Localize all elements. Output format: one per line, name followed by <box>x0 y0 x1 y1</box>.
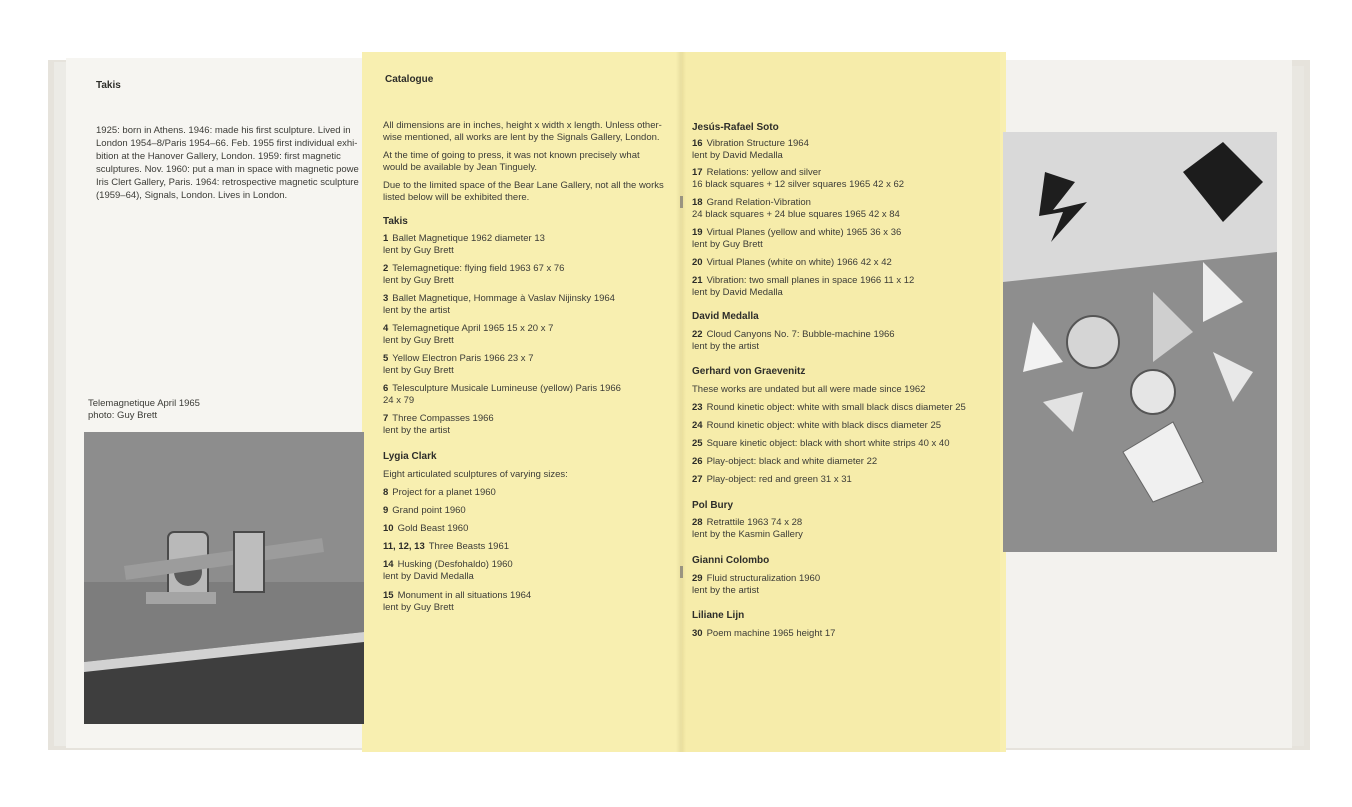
lijn-header: Liliane Lijn <box>692 610 745 621</box>
photo-caption-title: Telemagnetique April 1965 <box>88 398 200 409</box>
catalogue-entry: 15 Monument in all situations 1964 lent by Guy Brett <box>383 590 532 613</box>
catalogue-title: Catalogue <box>385 74 434 85</box>
bio-line-6: (1959–64), Signals, London. Lives in London. <box>96 190 288 201</box>
catalogue-entry: 1 Ballet Magnetique 1962 diameter 13 lent by Guy Brett <box>383 233 545 256</box>
catalogue-entry: 14 Husking (Desfohaldo) 1960 lent by David Medalla <box>383 559 513 582</box>
clark-intro: Eight articulated sculptures of varying sizes: <box>383 469 568 480</box>
catalogue-entry: 3 Ballet Magnetique, Hommage à Vaslav Nijinsky 1964 lent by the artist <box>383 293 615 316</box>
catalogue-entry: 5 Yellow Electron Paris 1966 23 x 7 lent by Guy Brett <box>383 353 534 376</box>
catalogue-entry: 6 Telesculpture Musicale Lumineuse (yellow) Paris 1966 24 x 79 <box>383 383 621 406</box>
clark-header: Lygia Clark <box>383 451 437 462</box>
catalogue-entry: 10 Gold Beast 1960 <box>383 523 469 534</box>
press-line-2: would be available by Jean Tinguely. <box>383 162 538 173</box>
catalogue-entry: 4 Telemagnetique April 1965 15 x 20 x 7 lent by Guy Brett <box>383 323 554 346</box>
catalogue-entry: 16 Vibration Structure 1964 lent by David Medalla <box>692 138 809 161</box>
catalogue-entry: 28 Retrattile 1963 74 x 28 lent by the Kasmin Gallery <box>692 517 803 540</box>
bio-line-3: bition at the Hanover Gallery, London. 1959: first magnetic <box>96 151 341 162</box>
catalogue-entry: 26 Play-object: black and white diameter 22 <box>692 456 878 467</box>
bio-line-4: sculptures. Nov. 1960: put a man in space with magnetic powe <box>96 164 359 175</box>
insert-fold <box>676 52 686 752</box>
catalogue-entry: 2 Telemagnetique: flying field 1963 67 x 76 lent by Guy Brett <box>383 263 565 286</box>
bio-line-5: Iris Clert Gallery, Paris. 1964: retrospective magnetic sculpture <box>96 177 359 188</box>
bury-header: Pol Bury <box>692 500 734 511</box>
soto-header: Jesús-Rafael Soto <box>692 122 779 133</box>
catalogue-entry: 30 Poem machine 1965 height 17 <box>692 628 836 639</box>
bio-line-1: 1925: born in Athens. 1946: made his first sculpture. Lived in <box>96 125 351 136</box>
catalogue-entry: 8 Project for a planet 1960 <box>383 487 496 498</box>
staple-bottom <box>680 566 683 578</box>
catalogue-entry: 18 Grand Relation-Vibration 24 black squares + 24 blue squares 1965 42 x 84 <box>692 197 900 220</box>
intro-line-2: wise mentioned, all works are lent by the Signals Gallery, London. <box>383 132 660 143</box>
intro-line-1: All dimensions are in inches, height x width x length. Unless other- <box>383 120 662 131</box>
press-line-1: At the time of going to press, it was not known precisely what <box>383 150 640 161</box>
colombo-header: Gianni Colombo <box>692 555 770 566</box>
bio-line-2: London 1954–8/Paris 1954–66. Feb. 1955 first individual exhi- <box>96 138 358 149</box>
catalogue-entry: 23 Round kinetic object: white with small black discs diameter 25 <box>692 402 966 413</box>
catalogue-entry: 27 Play-object: red and green 31 x 31 <box>692 474 852 485</box>
catalogue-entry: 25 Square kinetic object: black with short white strips 40 x 40 <box>692 438 950 449</box>
catalogue-entry: 22 Cloud Canyons No. 7: Bubble-machine 1966 lent by the artist <box>692 329 895 352</box>
catalogue-entry: 21 Vibration: two small planes in space 1966 11 x 12 lent by David Medalla <box>692 275 915 298</box>
kinetic-objects-photo <box>1003 132 1277 552</box>
catalogue-entry: 20 Virtual Planes (white on white) 1966 42 x 42 <box>692 257 892 268</box>
space-line-2: listed below will be exhibited there. <box>383 192 530 203</box>
catalogue-entry: 24 Round kinetic object: white with black discs diameter 25 <box>692 420 942 431</box>
medalla-header: David Medalla <box>692 311 759 322</box>
staple-top <box>680 196 683 208</box>
graevenitz-header: Gerhard von Graevenitz <box>692 366 806 377</box>
catalogue-entry: 29 Fluid structuralization 1960 lent by the artist <box>692 573 821 596</box>
photo-caption-credit: photo: Guy Brett <box>88 410 158 421</box>
catalogue-entry: 7 Three Compasses 1966 lent by the artist <box>383 413 494 436</box>
right-page-edge <box>1290 66 1304 746</box>
catalogue-entry: 9 Grand point 1960 <box>383 505 466 516</box>
telemagnetique-photo <box>84 432 364 724</box>
left-page-header: Takis <box>96 80 121 91</box>
catalogue-entry: 17 Relations: yellow and silver 16 black squares + 12 silver squares 1965 42 x 62 <box>692 167 905 190</box>
catalogue-entry: 19 Virtual Planes (yellow and white) 1965 36 x 36 lent by Guy Brett <box>692 227 902 250</box>
space-line-1: Due to the limited space of the Bear Lane Gallery, not all the works <box>383 180 664 191</box>
catalogue-entry: 11, 12, 13 Three Beasts 1961 <box>383 541 510 552</box>
takis-header: Takis <box>383 216 408 227</box>
graevenitz-intro: These works are undated but all were made since 1962 <box>692 384 926 395</box>
